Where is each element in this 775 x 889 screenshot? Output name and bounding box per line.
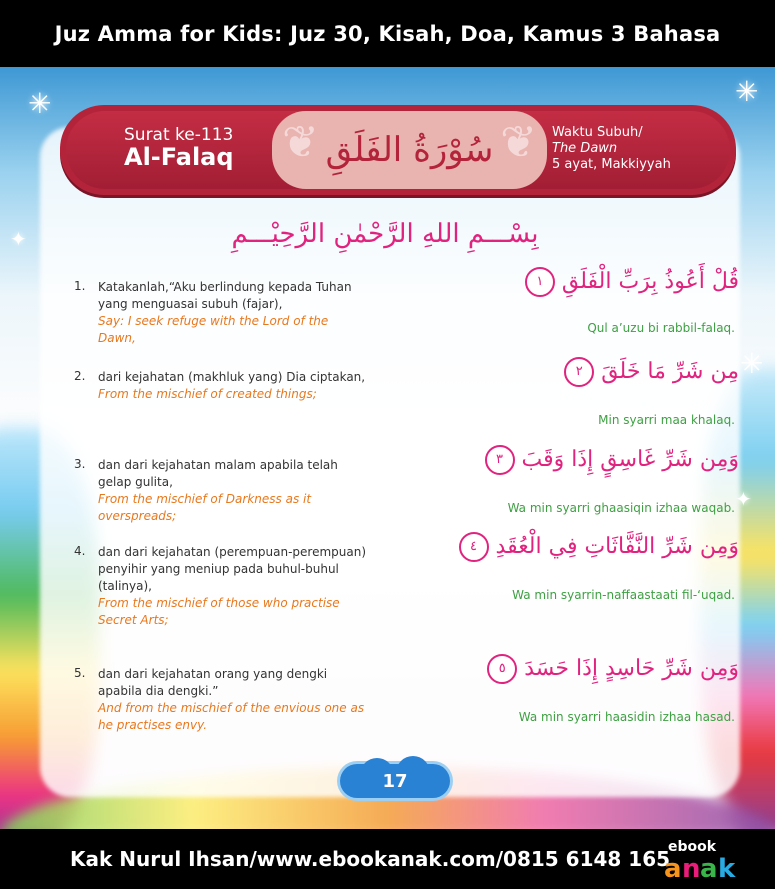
verse-arabic-text: وَمِن شَرِّ النَّفَّاثَاتِ فِي الْعُقَدِ xyxy=(495,534,739,559)
surah-info: 5 ayat, Makkiyyah xyxy=(552,157,671,172)
footer-bar xyxy=(0,829,775,889)
ebookanak-logo xyxy=(662,833,742,883)
surah-header-banner xyxy=(60,105,736,195)
surah-arabic-title: سُوْرَةُ الفَلَقِ xyxy=(325,130,494,170)
sparkle-icon: ✦ xyxy=(735,487,752,511)
footer-contact: Kak Nurul Ihsan/www.ebookanak.com/0815 6148 165 xyxy=(70,847,671,871)
svg-text:a: a xyxy=(664,854,682,883)
book-title: Juz Amma for Kids: Juz 30, Kisah, Doa, Kamus 3 Bahasa xyxy=(54,21,721,46)
verse-arabic xyxy=(558,357,739,387)
svg-text:n: n xyxy=(682,854,701,883)
surah-arabic-title-box xyxy=(272,111,547,189)
surah-meaning-id: Waktu Subuh/ xyxy=(552,125,643,140)
verse-arabic-text: مِن شَرِّ مَا خَلَقَ xyxy=(601,359,739,384)
ayah-number-badge: ١ xyxy=(525,267,555,297)
ayah-number-badge: ٢ xyxy=(564,357,594,387)
svg-text:a: a xyxy=(700,854,718,883)
verse-arabic-text: وَمِن شَرِّ حَاسِدٍ إِذَا حَسَدَ xyxy=(524,656,739,681)
verse-number: 4. xyxy=(74,544,86,558)
banner-inner xyxy=(66,111,730,189)
sparkle-icon: ✳ xyxy=(28,87,52,120)
verse-indonesian: dan dari kejahatan malam apabila telah gelap gulita, xyxy=(98,458,338,489)
sparkle-icon: ✦ xyxy=(10,227,27,251)
book-title-bar xyxy=(0,0,775,67)
verse-transliteration: Min syarri maa khalaq. xyxy=(598,413,735,427)
page-area xyxy=(0,67,775,829)
ayah-number-badge: ٣ xyxy=(485,445,515,475)
verse-translation xyxy=(98,369,368,403)
surah-label-group xyxy=(124,125,234,171)
swirl-icon: ❦ xyxy=(500,117,537,168)
verse-number: 2. xyxy=(74,369,86,383)
ayah-number-badge: ٥ xyxy=(487,654,517,684)
verse-arabic-text: وَمِن شَرِّ غَاسِقٍ إِذَا وَقَبَ xyxy=(521,447,739,472)
svg-text:k: k xyxy=(718,854,736,883)
surah-name: Al-Falaq xyxy=(124,143,234,171)
verse-indonesian: Katakanlah,“Aku berlindung kepada Tuhan yang menguasai subuh (fajar), xyxy=(98,280,352,311)
verse-number: 3. xyxy=(74,457,86,471)
verse-english: Say: I seek refuge with the Lord of the Dawn, xyxy=(98,314,329,345)
verse-translation xyxy=(98,544,368,629)
surah-number-label: Surat ke-113 xyxy=(124,125,234,145)
surah-info-group xyxy=(552,125,671,173)
swirl-icon: ❦ xyxy=(282,117,319,168)
verse-arabic xyxy=(479,445,739,475)
surah-meaning-en: The Dawn xyxy=(552,141,618,156)
svg-text:ebook: ebook xyxy=(668,839,717,855)
verse-number: 5. xyxy=(74,666,86,680)
verse-english: From the mischief of those who practise Secret Arts; xyxy=(98,596,340,627)
verse-transliteration: Qul a’uzu bi rabbil-falaq. xyxy=(587,321,735,335)
page-number-cloud xyxy=(340,760,450,802)
verse-translation xyxy=(98,666,368,734)
verse-indonesian: dan dari kejahatan (perempuan-perempuan) penyihir yang meniup pada buhul-buhul (talinya), xyxy=(98,545,367,593)
basmala: بِسْـــمِ اللهِ الرَّحْمٰنِ الرَّحِيْـــمِ xyxy=(231,219,539,249)
verse-transliteration: Wa min syarri ghaasiqin izhaa waqab. xyxy=(507,501,735,515)
verse-arabic xyxy=(453,532,739,562)
verse-arabic xyxy=(519,267,739,297)
verse-indonesian: dari kejahatan (makhluk yang) Dia ciptakan, xyxy=(98,370,366,384)
verse-arabic-text: قُلْ أَعُوذُ بِرَبِّ الْفَلَقِ xyxy=(561,269,739,294)
verse-english: And from the mischief of the envious one as he practises envy. xyxy=(98,701,365,732)
verse-number: 1. xyxy=(74,279,86,293)
sparkle-icon: ✳ xyxy=(740,347,764,380)
verse-transliteration: Wa min syarri haasidin izhaa hasad. xyxy=(518,710,735,724)
verse-translation xyxy=(98,457,368,525)
ayah-number-badge: ٤ xyxy=(459,532,489,562)
verse-translation xyxy=(98,279,368,347)
verse-english: From the mischief of Darkness as it overspreads; xyxy=(98,492,312,523)
verse-transliteration: Wa min syarrin-naffaastaati fil-‘uqad. xyxy=(512,588,735,602)
verse-english: From the mischief of created things; xyxy=(98,387,317,401)
sparkle-icon: ✳ xyxy=(735,75,759,108)
verse-indonesian: dan dari kejahatan orang yang dengki apabila dia dengki.” xyxy=(98,667,328,698)
page-number: 17 xyxy=(382,770,408,792)
verse-arabic xyxy=(481,654,739,684)
